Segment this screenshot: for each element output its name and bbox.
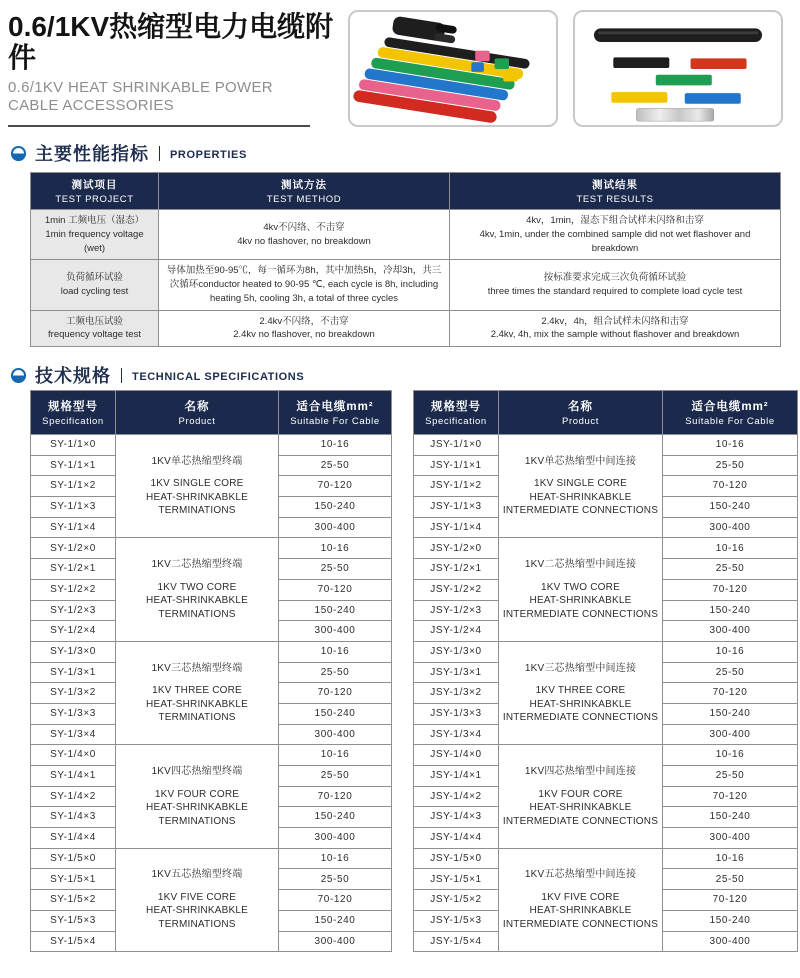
spec-cable-cell: 300-400	[663, 931, 798, 952]
spec-product-en-line: TERMINATIONS	[158, 712, 236, 724]
spec-product-en-line: TERMINATIONS	[158, 918, 236, 930]
properties-cell-method	[159, 210, 450, 260]
spec-header-2	[279, 391, 392, 435]
spec-model-cell: SY-1/2×4	[31, 621, 116, 642]
cell-text-en: 2.4kv no flashover, no breakdown	[233, 329, 375, 341]
spec-product-en	[118, 477, 276, 518]
spec-row	[31, 538, 392, 559]
spec-cable-cell: 70-120	[279, 890, 392, 911]
spec-product-en-line: INTERMEDIATE CONNECTIONS	[502, 505, 659, 517]
cell-text	[165, 264, 443, 305]
spec-model-cell: SY-1/5×2	[31, 890, 116, 911]
section-separator	[159, 146, 160, 161]
spec-model-cell: JSY-1/1×1	[414, 455, 499, 476]
properties-header-row	[31, 173, 781, 210]
spec-cable-cell: 70-120	[663, 786, 798, 807]
spec-product-cell	[499, 538, 663, 641]
spec-model-cell: SY-1/4×1	[31, 766, 116, 787]
properties-cell-result	[450, 210, 781, 260]
section-bullet-icon	[10, 145, 27, 162]
spec-model-cell: SY-1/3×2	[31, 683, 116, 704]
cell-text-en: 1min frequency voltage (wet)	[45, 228, 144, 254]
spec-product-en-line: INTERMEDIATE CONNECTIONS	[502, 918, 659, 930]
spec-model-cell: JSY-1/3×2	[414, 683, 499, 704]
spec-model-cell: JSY-1/1×2	[414, 476, 499, 497]
spec-header-zh: 适合电缆mm²	[296, 401, 374, 413]
properties-header-en: TEST PROJECT	[55, 194, 134, 205]
cell-text	[165, 221, 443, 249]
spec-header-zh: 规格型号	[48, 401, 98, 413]
properties-row	[31, 210, 781, 260]
section-separator	[121, 368, 122, 383]
spec-header-en: Product	[562, 416, 599, 427]
cell-text-zh: 4kv，1min，湿态下组合试样未闪络和击穿	[526, 215, 704, 226]
spec-product-en	[118, 581, 276, 622]
spec-product-en	[118, 788, 276, 829]
cell-text-en: three times the standard required to complete load cycle test	[487, 285, 743, 297]
spec-model-cell: SY-1/5×1	[31, 869, 116, 890]
spec-cable-cell: 150-240	[663, 497, 798, 518]
spec-header-en: Specification	[425, 416, 487, 427]
properties-header-zh: 测试方法	[281, 179, 327, 191]
spec-product-cell	[116, 848, 279, 951]
spec-cable-cell: 300-400	[279, 931, 392, 952]
spec-model-cell: JSY-1/4×4	[414, 828, 499, 849]
properties-table	[30, 172, 781, 347]
spec-model-cell: SY-1/1×2	[31, 476, 116, 497]
spec-product-zh: 1KV二芯热缩型中间连接	[524, 559, 637, 571]
spec-product-cell	[116, 435, 279, 538]
cell-text-zh: 4kv不闪络、不击穿	[263, 221, 345, 233]
spec-product-en	[501, 788, 660, 829]
properties-row	[31, 260, 781, 310]
spec-cable-cell: 10-16	[663, 641, 798, 662]
spec-product-en-line: 1KV TWO CORE	[541, 581, 620, 593]
properties-row	[31, 310, 781, 347]
spec-model-cell: JSY-1/5×4	[414, 931, 499, 952]
spec-cable-cell: 25-50	[279, 559, 392, 580]
properties-header-zh: 测试项目	[71, 179, 118, 191]
cell-text-en: conductor heated to 90-95 ℃, each cycle is 8h, including heating 5h, cooling 3h, a total of three cycles	[198, 279, 439, 304]
spec-cable-cell: 25-50	[663, 869, 798, 890]
spec-product-en-line: 1KV SINGLE CORE	[533, 478, 628, 490]
spec-row	[414, 848, 798, 869]
spec-product-en	[501, 581, 660, 622]
title-divider	[8, 125, 310, 127]
spec-model-cell: JSY-1/2×1	[414, 559, 499, 580]
spec-cable-cell: 25-50	[663, 455, 798, 476]
properties-cell-method	[159, 310, 450, 347]
spec-model-cell: JSY-1/4×3	[414, 807, 499, 828]
spec-row	[31, 745, 392, 766]
spec-product-en-line: TERMINATIONS	[158, 505, 236, 517]
spec-model-cell: SY-1/2×1	[31, 559, 116, 580]
product-photos	[348, 10, 783, 127]
cell-text	[165, 315, 443, 343]
properties-cell-method	[159, 260, 450, 310]
spec-cable-cell: 10-16	[663, 745, 798, 766]
spec-product-cell	[499, 641, 663, 744]
page-subtitle-line1: 0.6/1KV HEAT SHRINKABLE POWER	[8, 78, 273, 96]
spec-cable-cell: 10-16	[663, 848, 798, 869]
spec-product-en-line: INTERMEDIATE CONNECTIONS	[502, 608, 659, 620]
spec-model-cell: JSY-1/5×2	[414, 890, 499, 911]
specs-section-title	[10, 362, 304, 388]
cell-text-en: frequency voltage test	[48, 329, 141, 341]
cell-text-en: 4kv, 1min, under the combined sample did not wet flashover and breakdown	[479, 228, 751, 254]
properties-cell-result	[450, 260, 781, 310]
spec-model-cell: JSY-1/2×0	[414, 538, 499, 559]
spec-product-en-line: 1KV TWO CORE	[157, 581, 237, 593]
spec-cable-cell: 150-240	[279, 807, 392, 828]
properties-header-2	[450, 173, 781, 210]
spec-model-cell: JSY-1/3×3	[414, 703, 499, 724]
spec-cable-cell: 300-400	[279, 724, 392, 745]
spec-product-cell	[116, 641, 279, 744]
spec-cable-cell: 70-120	[663, 579, 798, 600]
spec-cable-cell: 10-16	[663, 435, 798, 456]
spec-product-en-line: HEAT-SHRINKABKLE	[146, 698, 248, 710]
spec-header-en: Specification	[42, 416, 104, 427]
spec-product-en-line: HEAT-SHRINKABKLE	[529, 905, 632, 917]
spec-model-cell: SY-1/4×0	[31, 745, 116, 766]
spec-cable-cell: 10-16	[279, 435, 392, 456]
spec-cable-cell: 300-400	[279, 621, 392, 642]
properties-cell-project	[31, 260, 159, 310]
spec-cable-cell: 150-240	[663, 600, 798, 621]
spec-model-cell: JSY-1/4×0	[414, 745, 499, 766]
spec-product-zh: 1KV二芯热缩型终端	[151, 559, 243, 571]
cell-text	[37, 315, 152, 343]
spec-cable-cell: 10-16	[279, 538, 392, 559]
spec-product-zh: 1KV单芯热缩型终端	[151, 455, 243, 467]
spec-model-cell: JSY-1/3×4	[414, 724, 499, 745]
spec-model-cell: SY-1/1×4	[31, 517, 116, 538]
spec-cable-cell: 70-120	[663, 476, 798, 497]
spec-model-cell: JSY-1/1×4	[414, 517, 499, 538]
spec-product-en-line: 1KV FIVE CORE	[541, 891, 620, 903]
joint-kit-illustration	[575, 12, 781, 125]
spec-product-en	[501, 891, 660, 932]
spec-cable-cell: 25-50	[279, 662, 392, 683]
spec-row	[414, 538, 798, 559]
spec-model-cell: JSY-1/2×3	[414, 600, 499, 621]
spec-cable-cell: 25-50	[279, 455, 392, 476]
cell-text	[456, 271, 774, 299]
cell-text	[37, 214, 152, 255]
spec-header-2	[663, 391, 798, 435]
spec-product-en-line: HEAT-SHRINKABKLE	[529, 802, 632, 814]
spec-model-cell: SY-1/3×0	[31, 641, 116, 662]
spec-product-zh: 1KV三芯热缩型中间连接	[524, 662, 637, 674]
spec-product-cell	[499, 435, 663, 538]
spec-model-cell: SY-1/3×4	[31, 724, 116, 745]
spec-header-zh: 名称	[568, 401, 593, 413]
section-bullet-icon	[10, 367, 27, 384]
spec-model-cell: JSY-1/1×3	[414, 497, 499, 518]
cell-text-zh: 按标准要求完成三次负荷循环试验	[543, 272, 687, 284]
spec-product-zh: 1KV四芯热缩型终端	[151, 766, 243, 778]
cell-text-zh: 导体加热至90-95℃，每一循环为8h，其中加热5h，冷却3h，共三次循环	[166, 265, 442, 291]
properties-header-0	[31, 173, 159, 210]
spec-product-cell	[499, 745, 663, 848]
spec-model-cell: SY-1/1×0	[31, 435, 116, 456]
spec-row	[31, 848, 392, 869]
cell-text-zh: 1min 工频电压（湿态）	[44, 215, 145, 226]
spec-product-zh: 1KV单芯热缩型中间连接	[524, 455, 637, 467]
spec-product-en-line: HEAT-SHRINKABKLE	[146, 802, 248, 814]
cell-text	[456, 214, 774, 255]
spec-row	[31, 435, 392, 456]
spec-model-cell: SY-1/5×4	[31, 931, 116, 952]
spec-cable-cell: 300-400	[663, 724, 798, 745]
spec-table-connections	[413, 390, 798, 952]
properties-header-1	[159, 173, 450, 210]
spec-row	[414, 745, 798, 766]
spec-header-zh: 规格型号	[431, 401, 481, 413]
specs-section-label-zh: 技术规格	[35, 366, 111, 386]
spec-model-cell: JSY-1/2×2	[414, 579, 499, 600]
spec-product-en-line: TERMINATIONS	[158, 608, 236, 620]
spec-cable-cell: 150-240	[663, 703, 798, 724]
termination-kit-photo	[348, 10, 558, 127]
spec-product-en-line: HEAT-SHRINKABKLE	[529, 595, 632, 607]
spec-cable-cell: 10-16	[279, 848, 392, 869]
spec-product-en	[118, 684, 276, 725]
spec-table-terminations	[30, 390, 392, 952]
spec-model-cell: SY-1/2×2	[31, 579, 116, 600]
spec-product-cell	[116, 745, 279, 848]
termination-kit-illustration	[350, 12, 556, 125]
spec-cable-cell: 300-400	[279, 828, 392, 849]
spec-product-cell	[116, 538, 279, 641]
cell-text	[37, 271, 152, 299]
spec-model-cell: SY-1/3×3	[31, 703, 116, 724]
spec-cable-cell: 70-120	[279, 683, 392, 704]
spec-cable-cell: 150-240	[663, 807, 798, 828]
spec-product-en-line: HEAT-SHRINKABKLE	[529, 491, 632, 503]
spec-product-en-line: INTERMEDIATE CONNECTIONS	[502, 815, 659, 827]
spec-product-zh: 1KV五芯热缩型终端	[151, 869, 243, 881]
cell-text-en: 4kv no flashover, no breakdown	[237, 235, 371, 247]
spec-model-cell: JSY-1/3×0	[414, 641, 499, 662]
spec-product-en	[501, 684, 660, 725]
spec-row	[414, 435, 798, 456]
spec-cable-cell: 150-240	[279, 497, 392, 518]
spec-header-row	[31, 391, 392, 435]
properties-cell-result	[450, 310, 781, 347]
spec-model-cell: JSY-1/1×0	[414, 435, 499, 456]
cell-text-zh: 2.4kv，4h，组合试样未闪络和击穿	[541, 315, 689, 327]
spec-product-en-line: 1KV THREE CORE	[152, 685, 242, 697]
spec-product-en-line: HEAT-SHRINKABKLE	[146, 491, 248, 503]
spec-product-en-line: TERMINATIONS	[158, 815, 236, 827]
properties-header-en: TEST METHOD	[266, 194, 342, 205]
spec-cable-cell: 70-120	[279, 476, 392, 497]
spec-model-cell: JSY-1/4×2	[414, 786, 499, 807]
spec-row	[414, 641, 798, 662]
spec-cable-cell: 150-240	[279, 910, 392, 931]
spec-cable-cell: 300-400	[663, 828, 798, 849]
spec-product-en-line: 1KV THREE CORE	[535, 685, 626, 697]
spec-header-1	[499, 391, 663, 435]
spec-model-cell: JSY-1/2×4	[414, 621, 499, 642]
spec-cable-cell: 70-120	[279, 579, 392, 600]
spec-product-en	[501, 477, 660, 518]
spec-product-en-line: 1KV FOUR CORE	[154, 788, 240, 800]
spec-model-cell: SY-1/2×0	[31, 538, 116, 559]
properties-section-label-en: PROPERTIES	[170, 148, 247, 161]
spec-cable-cell: 25-50	[279, 869, 392, 890]
spec-product-en-line: HEAT-SHRINKABKLE	[146, 905, 248, 917]
spec-header-zh: 适合电缆mm²	[691, 401, 769, 413]
spec-product-en-line: 1KV FOUR CORE	[538, 788, 623, 800]
spec-cable-cell: 150-240	[279, 703, 392, 724]
cell-text	[456, 315, 774, 343]
page-subtitle-line2: CABLE ACCESSORIES	[8, 97, 174, 115]
page-title: 0.6/1KV热缩型电力电缆附件	[8, 11, 334, 73]
spec-header-0	[31, 391, 116, 435]
spec-cable-cell: 70-120	[279, 786, 392, 807]
spec-model-cell: JSY-1/5×0	[414, 848, 499, 869]
spec-cable-cell: 300-400	[663, 517, 798, 538]
joint-kit-photo	[573, 10, 783, 127]
spec-model-cell: SY-1/4×2	[31, 786, 116, 807]
spec-model-cell: JSY-1/5×3	[414, 910, 499, 931]
spec-model-cell: SY-1/5×0	[31, 848, 116, 869]
spec-cable-cell: 70-120	[663, 890, 798, 911]
cell-text-zh: 负荷循环试验	[65, 272, 123, 284]
spec-model-cell: SY-1/1×3	[31, 497, 116, 518]
spec-cable-cell: 25-50	[663, 662, 798, 683]
spec-cable-cell: 10-16	[279, 641, 392, 662]
spec-product-zh: 1KV五芯热缩型中间连接	[524, 869, 637, 881]
specs-section-label-en: TECHNICAL SPECIFICATIONS	[132, 370, 305, 383]
spec-product-en-line: INTERMEDIATE CONNECTIONS	[502, 712, 659, 724]
spec-product-cell	[499, 848, 663, 951]
spec-product-en-line: 1KV SINGLE CORE	[150, 478, 244, 490]
cell-text-zh: 2.4kv不闪络，不击穿	[259, 315, 349, 327]
spec-cable-cell: 70-120	[663, 683, 798, 704]
spec-model-cell: SY-1/5×3	[31, 910, 116, 931]
spec-cable-cell: 10-16	[279, 745, 392, 766]
properties-section-title	[10, 140, 247, 166]
properties-header-zh: 测试结果	[592, 179, 638, 191]
spec-row	[31, 641, 392, 662]
spec-product-en-line: 1KV FIVE CORE	[157, 891, 237, 903]
spec-model-cell: SY-1/4×3	[31, 807, 116, 828]
spec-cable-cell: 10-16	[663, 538, 798, 559]
properties-section-label-zh: 主要性能指标	[35, 144, 149, 164]
spec-cable-cell: 150-240	[663, 910, 798, 931]
spec-cable-cell: 25-50	[663, 559, 798, 580]
spec-model-cell: SY-1/2×3	[31, 600, 116, 621]
cell-text-en: load cycling test	[60, 285, 129, 297]
spec-header-0	[414, 391, 499, 435]
spec-header-en: Suitable For Cable	[290, 416, 380, 427]
spec-header-row	[414, 391, 798, 435]
spec-cable-cell: 25-50	[663, 766, 798, 787]
spec-header-1	[116, 391, 279, 435]
spec-cable-cell: 300-400	[279, 517, 392, 538]
spec-model-cell: JSY-1/5×1	[414, 869, 499, 890]
title-block	[8, 12, 343, 127]
spec-header-zh: 名称	[184, 401, 210, 413]
page-subtitle	[8, 79, 343, 117]
properties-cell-project	[31, 310, 159, 347]
spec-product-en-line: HEAT-SHRINKABKLE	[146, 595, 248, 607]
cell-text-en: 2.4kv, 4h, mix the sample without flashover and breakdown	[490, 329, 740, 341]
spec-cable-cell: 25-50	[279, 766, 392, 787]
spec-cable-cell: 150-240	[279, 600, 392, 621]
spec-model-cell: JSY-1/4×1	[414, 766, 499, 787]
spec-model-cell: SY-1/4×4	[31, 828, 116, 849]
spec-header-en: Suitable For Cable	[685, 416, 775, 427]
properties-header-en: TEST RESULTS	[576, 194, 654, 205]
spec-model-cell: JSY-1/3×1	[414, 662, 499, 683]
cell-text-zh: 工频电压试验	[65, 315, 123, 327]
properties-cell-project	[31, 210, 159, 260]
spec-model-cell: SY-1/3×1	[31, 662, 116, 683]
spec-model-cell: SY-1/1×1	[31, 455, 116, 476]
spec-product-zh: 1KV四芯热缩型中间连接	[524, 766, 637, 778]
spec-product-en	[118, 891, 276, 932]
spec-header-en: Product	[178, 416, 216, 427]
spec-product-zh: 1KV三芯热缩型终端	[151, 662, 243, 674]
spec-product-en-line: HEAT-SHRINKABKLE	[529, 698, 632, 710]
spec-cable-cell: 300-400	[663, 621, 798, 642]
